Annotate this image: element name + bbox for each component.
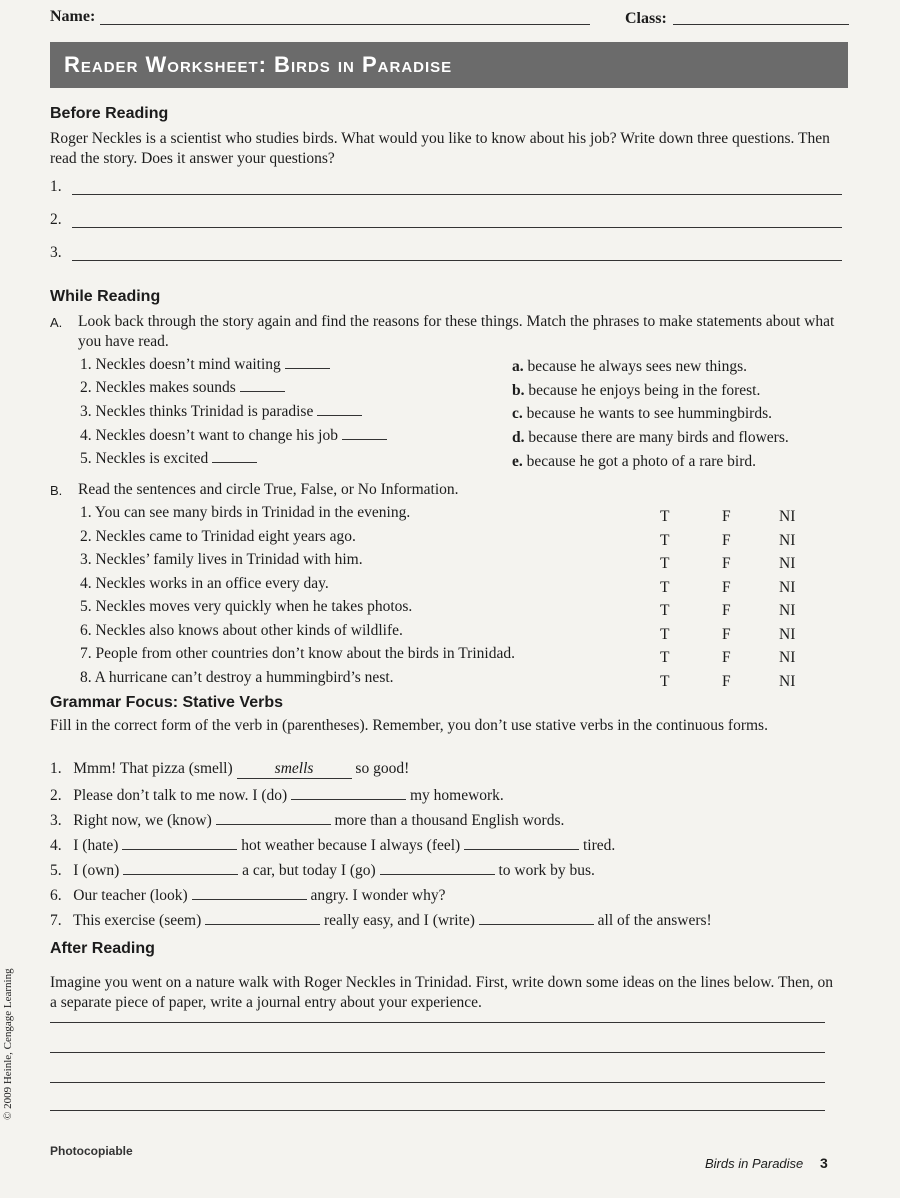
- tf-option-ni[interactable]: NI: [779, 626, 796, 643]
- verb-answer-field[interactable]: [464, 836, 579, 850]
- match-phrase-1: 1. Neckles doesn’t mind waiting: [80, 355, 330, 374]
- tf-statement: 6. Neckles also knows about other kinds of wildlife.: [80, 622, 403, 639]
- match-blank[interactable]: [342, 426, 387, 440]
- verb-answer-field[interactable]: [205, 911, 320, 925]
- answer-line-1[interactable]: [72, 194, 842, 195]
- tf-statement: 7. People from other countries don’t know about the birds in Trinidad.: [80, 645, 515, 662]
- answer-line-3[interactable]: [72, 260, 842, 261]
- tf-option-ni[interactable]: NI: [779, 532, 796, 549]
- question-number: 3.: [50, 244, 62, 261]
- tf-option-f[interactable]: F: [722, 602, 731, 619]
- tf-option-f[interactable]: F: [722, 673, 731, 690]
- part-a-instructions: Look back through the story again and find the reasons for these things. Match the phrases to make statements about what you have read.: [78, 313, 835, 350]
- verb-answer-field[interactable]: [123, 861, 238, 875]
- tf-option-t[interactable]: T: [660, 555, 670, 572]
- match-phrase-4: 4. Neckles doesn’t want to change his job: [80, 426, 387, 445]
- while-reading-heading: While Reading: [50, 288, 161, 305]
- grammar-instructions: Fill in the correct form of the verb in (parentheses). Remember, you don’t use stative verbs in the continuous forms.: [50, 717, 768, 734]
- grammar-item-4: 4. I (hate) hot weather because I always (feel) tired.: [50, 837, 616, 854]
- verb-answer-field[interactable]: smells: [237, 760, 352, 779]
- match-phrase-5: 5. Neckles is excited: [80, 449, 257, 468]
- tf-option-t[interactable]: T: [660, 508, 670, 525]
- answer-line-2[interactable]: [72, 227, 842, 228]
- grammar-heading: Grammar Focus: Stative Verbs: [50, 694, 283, 711]
- class-field[interactable]: [673, 24, 849, 25]
- tf-statement: 5. Neckles moves very quickly when he takes photos.: [80, 598, 413, 615]
- match-blank[interactable]: [285, 355, 330, 369]
- tf-option-f[interactable]: F: [722, 579, 731, 596]
- match-blank[interactable]: [240, 378, 285, 392]
- tf-statement: 1. You can see many birds in Trinidad in the evening.: [80, 504, 411, 521]
- tf-option-ni[interactable]: NI: [779, 508, 796, 525]
- tf-option-t[interactable]: T: [660, 532, 670, 549]
- ideas-line-2[interactable]: [50, 1052, 825, 1053]
- part-b-letter: B.: [50, 483, 63, 498]
- verb-answer-field[interactable]: [122, 836, 237, 850]
- grammar-item-1: 1. Mmm! That pizza (smell) smells so good!: [50, 760, 410, 777]
- tf-statement: 8. A hurricane can’t destroy a hummingbird’s nest.: [80, 669, 394, 686]
- match-blank[interactable]: [212, 449, 257, 463]
- verb-answer-field[interactable]: [192, 886, 307, 900]
- match-reason-e: e. because he got a photo of a rare bird.: [512, 453, 757, 470]
- match-phrase-2: 2. Neckles makes sounds: [80, 378, 285, 397]
- question-number: 1.: [50, 178, 62, 195]
- tf-statement: 3. Neckles’ family lives in Trinidad with him.: [80, 551, 363, 568]
- grammar-item-2: 2. Please don’t talk to me now. I (do) my homework.: [50, 787, 504, 804]
- tf-option-t[interactable]: T: [660, 649, 670, 666]
- ideas-line-1[interactable]: [50, 1022, 825, 1023]
- tf-option-f[interactable]: F: [722, 508, 731, 525]
- copyright-notice: © 2009 Heinle, Cengage Learning: [2, 968, 14, 1120]
- before-reading-heading: Before Reading: [50, 105, 169, 122]
- before-reading-instructions: Roger Neckles is a scientist who studies birds. What would you like to know about his job? Write down three questions. Then read the story. Does it answer your questions?: [50, 130, 830, 167]
- worksheet-title: Reader Worksheet: Birds in Paradise: [50, 42, 848, 88]
- tf-option-ni[interactable]: NI: [779, 579, 796, 596]
- question-number: 2.: [50, 211, 62, 228]
- grammar-item-5: 5. I (own) a car, but today I (go) to work by bus.: [50, 862, 595, 879]
- tf-option-ni[interactable]: NI: [779, 673, 796, 690]
- match-reason-b: b. because he enjoys being in the forest.: [512, 382, 761, 399]
- verb-answer-field[interactable]: [291, 786, 406, 800]
- grammar-item-3: 3. Right now, we (know) more than a thousand English words.: [50, 812, 565, 829]
- match-reason-a: a. because he always sees new things.: [512, 358, 748, 375]
- ideas-line-4[interactable]: [50, 1110, 825, 1111]
- tf-option-t[interactable]: T: [660, 602, 670, 619]
- tf-option-f[interactable]: F: [722, 555, 731, 572]
- tf-option-ni[interactable]: NI: [779, 602, 796, 619]
- grammar-item-6: 6. Our teacher (look) angry. I wonder why?: [50, 887, 446, 904]
- name-field[interactable]: [100, 24, 590, 25]
- page-number: 3: [820, 1155, 828, 1171]
- verb-answer-field[interactable]: [216, 811, 331, 825]
- footer-title: Birds in Paradise: [705, 1156, 804, 1171]
- tf-option-f[interactable]: F: [722, 649, 731, 666]
- part-a-letter: A.: [50, 315, 63, 330]
- tf-option-t[interactable]: T: [660, 673, 670, 690]
- tf-option-f[interactable]: F: [722, 532, 731, 549]
- name-label: Name:: [50, 8, 96, 25]
- tf-option-ni[interactable]: NI: [779, 649, 796, 666]
- match-phrase-3: 3. Neckles thinks Trinidad is paradise: [80, 402, 362, 421]
- after-reading-instructions: Imagine you went on a nature walk with Roger Neckles in Trinidad. First, write down some ideas on the lines below. Then, on a separate piece of paper, write a journal entry about your experience.: [50, 974, 834, 1011]
- ideas-line-3[interactable]: [50, 1082, 825, 1083]
- tf-statement: 2. Neckles came to Trinidad eight years ago.: [80, 528, 356, 545]
- match-reason-c: c. because he wants to see hummingbirds.: [512, 405, 772, 422]
- verb-answer-field[interactable]: [479, 911, 594, 925]
- tf-option-t[interactable]: T: [660, 579, 670, 596]
- grammar-item-7: 7. This exercise (seem) really easy, and I (write) all of the answers!: [50, 912, 712, 929]
- match-reason-d: d. because there are many birds and flowers.: [512, 429, 789, 446]
- class-label: Class:: [625, 10, 667, 27]
- tf-option-f[interactable]: F: [722, 626, 731, 643]
- match-blank[interactable]: [317, 402, 362, 416]
- photocopiable-label: Photocopiable: [50, 1144, 133, 1158]
- tf-option-ni[interactable]: NI: [779, 555, 796, 572]
- part-b-instructions: Read the sentences and circle True, False, or No Information.: [78, 481, 459, 498]
- tf-option-t[interactable]: T: [660, 626, 670, 643]
- after-reading-heading: After Reading: [50, 940, 155, 957]
- verb-answer-field[interactable]: [380, 861, 495, 875]
- tf-statement: 4. Neckles works in an office every day.: [80, 575, 329, 592]
